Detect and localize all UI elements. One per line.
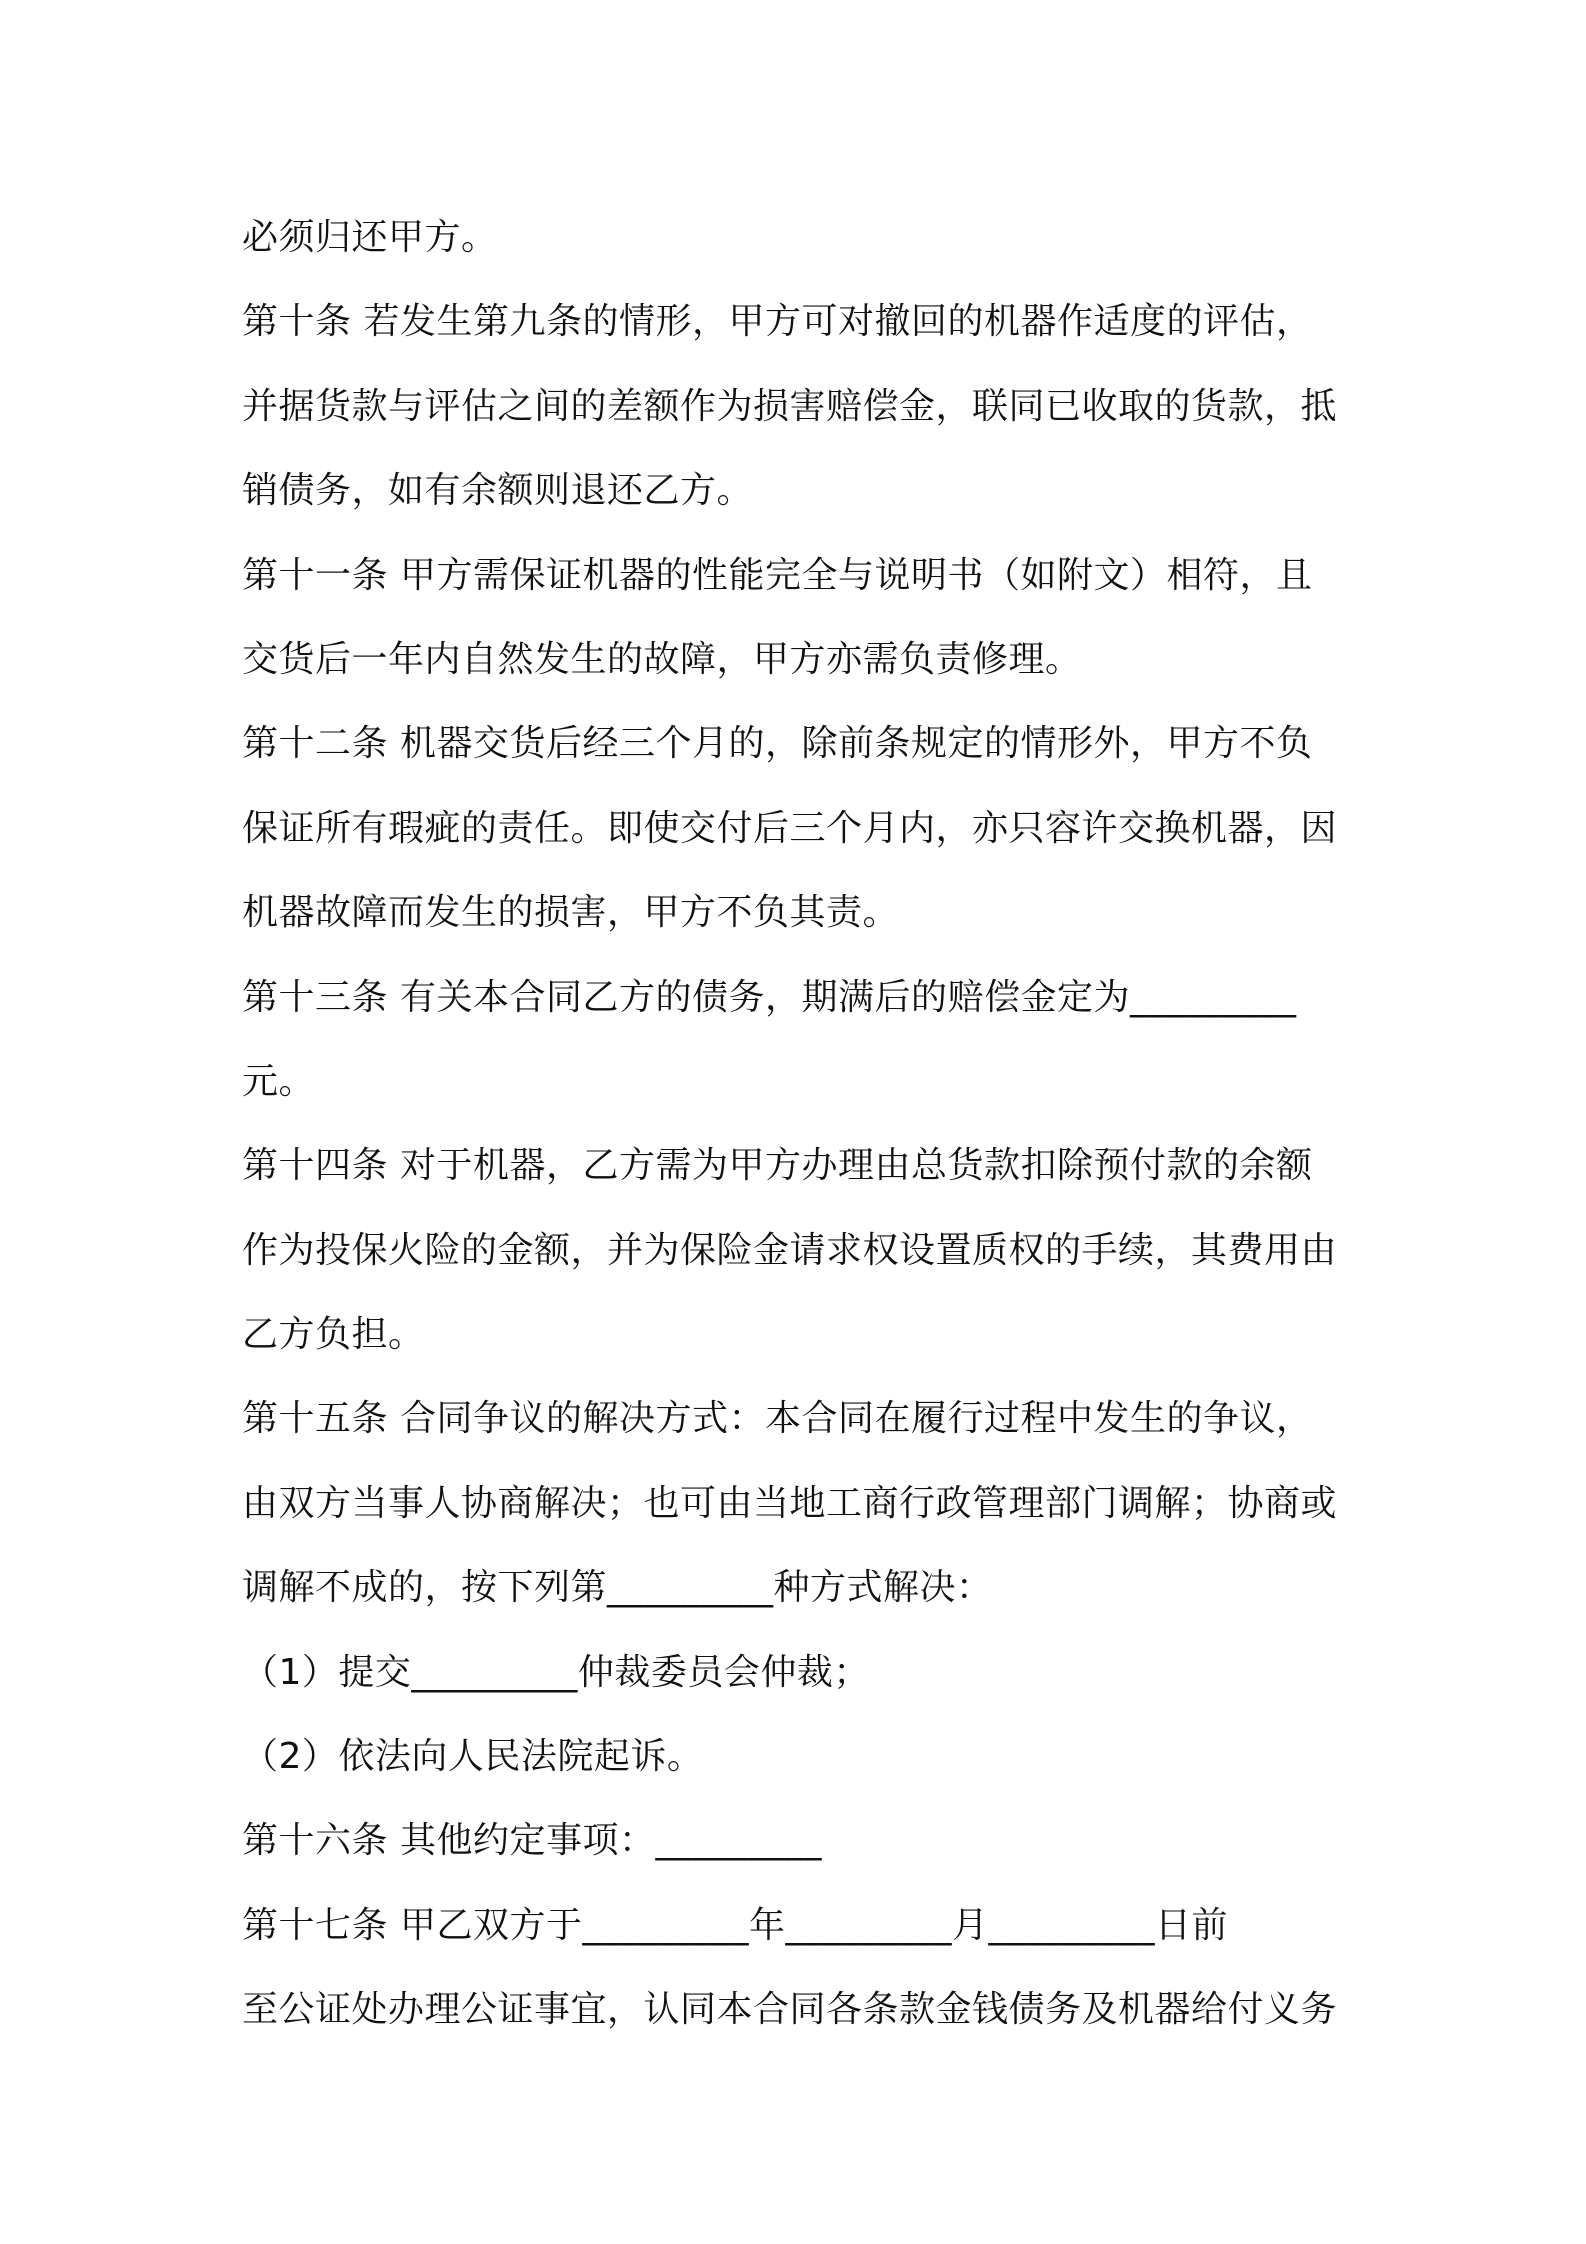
- text-line: 第十条 若发生第九条的情形，甲方可对撤回的机器作适度的评估，: [242, 301, 1313, 343]
- text-line: 第十四条 对于机器，乙方需为甲方办理由总货款扣除预付款的余额: [242, 1145, 1313, 1187]
- text-line: 第十一条 甲方需保证机器的性能完全与说明书（如附文）相符，且: [242, 554, 1313, 596]
- text-line: 并据货款与评估之间的差额作为损害赔偿金，联同已收取的货款，抵: [242, 385, 1338, 427]
- text-line: 第十三条 有关本合同乙方的债务，期满后的赔偿金定为_________: [242, 976, 1297, 1018]
- text-line: 销债务，如有余额则退还乙方。: [242, 470, 754, 512]
- text-line: 第十七条 甲乙双方于_________年_________月_________日前: [242, 1904, 1228, 1946]
- text-line: 第十二条 机器交货后经三个月的，除前条规定的情形外，甲方不负: [242, 723, 1313, 765]
- text-line: 交货后一年内自然发生的故障，甲方亦需负责修理。: [242, 638, 1082, 680]
- text-line: 元。: [242, 1060, 316, 1102]
- document-page: [242, 196, 1352, 2053]
- text-line: （1）提交_________仲裁委员会仲裁；: [242, 1651, 870, 1693]
- text-line: （2）依法向人民法院起诉。: [242, 1736, 704, 1778]
- text-line: 保证所有瑕疵的责任。即使交付后三个月内，亦只容许交换机器，因: [242, 807, 1338, 849]
- text-line: 调解不成的，按下列第_________种方式解决：: [242, 1567, 993, 1609]
- text-line: 必须归还甲方。: [242, 217, 498, 258]
- text-line: 机器故障而发生的损害，甲方不负其责。: [242, 892, 900, 934]
- text-line: 作为投保火险的金额，并为保险金请求权设置质权的手续，其费用由: [242, 1229, 1338, 1271]
- text-line: 至公证处办理公证事宜，认同本合同各条款金钱债务及机器给付义务: [242, 1989, 1338, 2031]
- text-line: 由双方当事人协商解决；也可由当地工商行政管理部门调解；协商或: [242, 1482, 1338, 1524]
- text-line: 第十五条 合同争议的解决方式：本合同在履行过程中发生的争议，: [242, 1398, 1313, 1440]
- text-line: 乙方负担。: [242, 1314, 425, 1356]
- text-line: 第十六条 其他约定事项：_________: [242, 1820, 822, 1862]
